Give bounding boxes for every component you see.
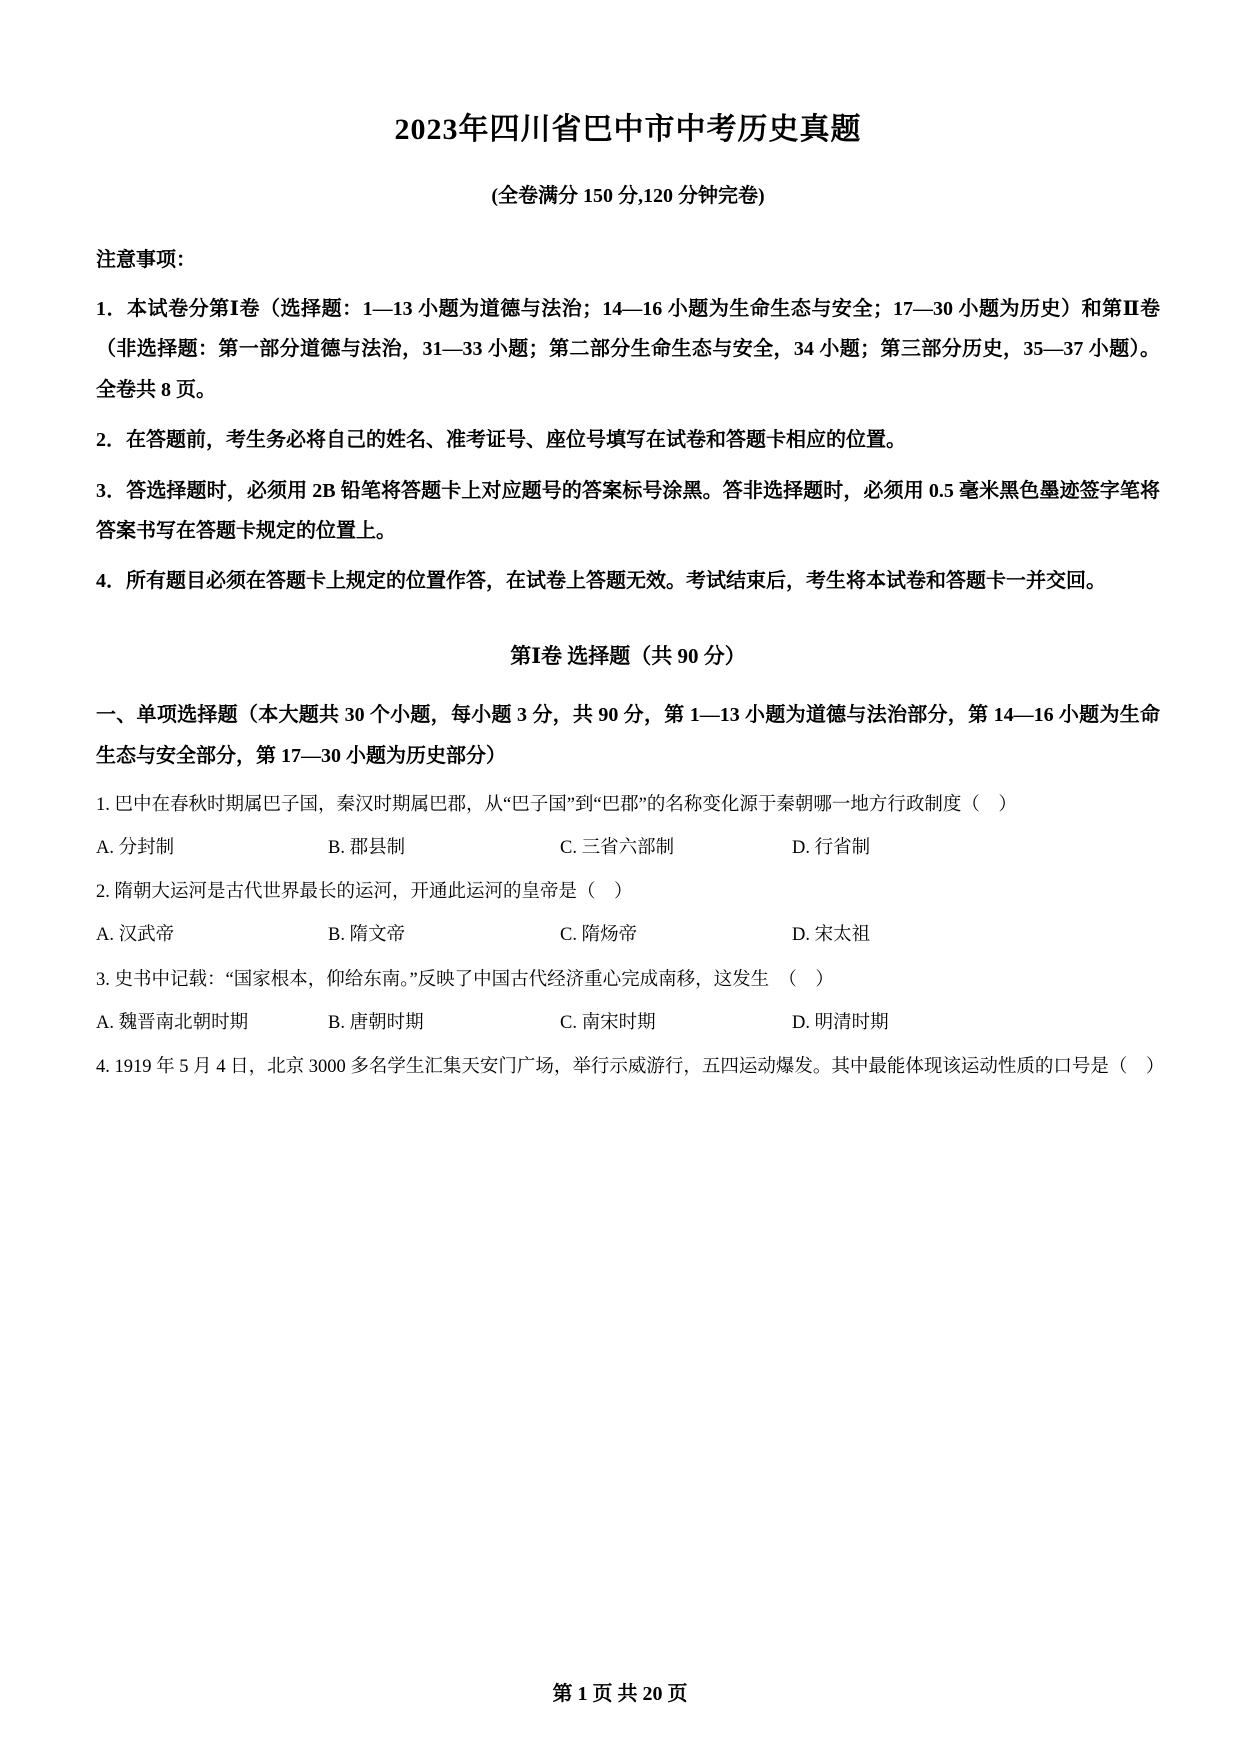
section-heading: 第Ⅰ卷 选择题（共 90 分） (510, 643, 746, 668)
option-c[interactable]: C. 三省六部制 (560, 837, 675, 858)
question-stem: 3. 史书中记载：“国家根本，仰给东南。”反映了中国古代经济重心完成南移，这发生 （ ） (96, 969, 834, 990)
page-title: 2023年四川省巴中市中考历史真题 (394, 113, 862, 146)
big-question-intro: 一、单项选择题（本大题共 30 个小题，每小题 3 分，共 90 分，第 1—13 小题为道德与法治部分，第 14—16 小题为生命生态与安全部分，第 17—30 小题为历史部分） (96, 704, 1160, 767)
question-stem: 2. 隋朝大运河是古代世界最长的运河，开通此运河的皇帝是（ ） (96, 882, 633, 903)
option-a[interactable]: A. 汉武帝 (96, 925, 175, 946)
question-stem: 4. 1919 年 5 月 4 日，北京 3000 多名学生汇集天安门广场，举行示威游行，五四运动爆发。其中最能体现该运动性质的口号是（ ） (96, 1057, 1165, 1078)
option-b[interactable]: B. 唐朝时期 (328, 1012, 424, 1033)
exam-subtitle: (全卷满分 150 分,120 分钟完卷) (491, 185, 765, 207)
option-a[interactable]: A. 魏晋南北朝时期 (96, 1012, 249, 1033)
notice-item: 1．本试卷分第Ⅰ卷（选择题：1—13 小题为道德与法治；14—16 小题为生命生态与安全；17—30 小题为历史）和第Ⅱ卷（非选择题：第一部分道德与法治，31—33 小题；第二部分生命生态与安全，34 小题；第三部分历史，35—37 小题）。全卷共 8 页。 (96, 298, 1160, 401)
notice-item: 4．所有题目必须在答题卡上规定的位置作答，在试卷上答题无效。考试结束后，考生将本试卷和答题卡一并交回。 (96, 570, 1106, 593)
option-b[interactable]: B. 隋文帝 (328, 925, 406, 946)
option-d[interactable]: D. 明清时期 (792, 1012, 889, 1033)
option-d[interactable]: D. 行省制 (792, 837, 871, 858)
question-options (96, 1009, 1160, 1039)
option-c[interactable]: C. 隋炀帝 (560, 925, 638, 946)
question-options (96, 834, 1160, 864)
question-options (96, 921, 1160, 951)
notice-item: 3．答选择题时，必须用 2B 铅笔将答题卡上对应题号的答案标号涂黑。答非选择题时，必须用 0.5 毫米黑色墨迹签字笔将答案书写在答题卡规定的位置上。 (96, 479, 1160, 542)
option-a[interactable]: A. 分封制 (96, 837, 175, 858)
notice-item: 2．在答题前，考生务必将自己的姓名、准考证号、座位号填写在试卷和答题卡相应的位置。 (96, 429, 906, 452)
option-c[interactable]: C. 南宋时期 (560, 1012, 656, 1033)
option-b[interactable]: B. 郡县制 (328, 837, 406, 858)
notice-heading: 注意事项： (96, 249, 196, 271)
page-footer: 第 1 页 共 20 页 (552, 1683, 688, 1705)
option-d[interactable]: D. 宋太祖 (792, 925, 871, 946)
question-stem: 1. 巴中在春秋时期属巴子国，秦汉时期属巴郡，从“巴子国”到“巴郡”的名称变化源于秦朝哪一地方行政制度（ ） (96, 794, 1017, 815)
